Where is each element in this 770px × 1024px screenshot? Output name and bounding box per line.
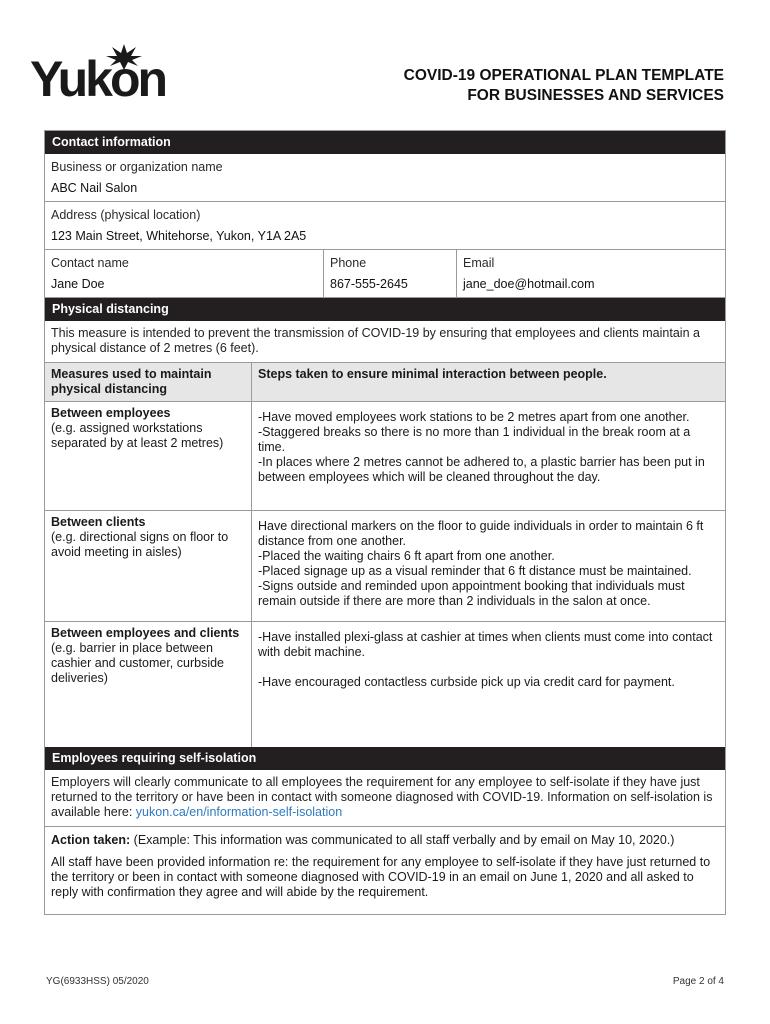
steps-column-header: Steps taken to ensure minimal interaction between people. (251, 363, 725, 401)
self-isolation-intro (45, 770, 725, 826)
page-number: Page 2 of 4 (672, 976, 724, 987)
physical-distancing-intro: This measure is intended to prevent the transmission of COVID-19 by ensuring that employees and clients maintain a physical distance of 2 metres (6 feet). (51, 326, 700, 355)
measure-title: Between employees and clients (51, 626, 240, 640)
email-value: jane_doe@hotmail.com (463, 277, 595, 291)
phone-value: 867-555-2645 (330, 277, 408, 291)
response-line: -In places where 2 metres cannot be adhered to, a plastic barrier has been put in between employees which will be cleaned throughout the day. (258, 455, 705, 484)
phone-field[interactable] (323, 250, 456, 297)
measure-label (45, 402, 251, 510)
response-line: -Have encouraged contactless curbside pick up via credit card for payment. (258, 675, 675, 689)
self-isolation-link[interactable]: yukon.ca/en/information-self-isolation (135, 805, 343, 819)
response-line: -Have moved employees work stations to be 2 metres apart from one another. (258, 410, 690, 424)
response-line: -Have installed plexi-glass at cashier at times when clients must come into contact with debit machine. (258, 630, 713, 659)
email-label: Email (463, 256, 495, 270)
self-isolation-text: Employers will clearly communicate to all employees the requirement for any employee to self-isolate if they have just returned to the territory or have been in contact with someone diagnosed with COVID-19. Information on self-isolation is available here: (51, 775, 713, 819)
response-line: -Placed signage up as a visual reminder that 6 ft distance must be maintained. (258, 564, 692, 578)
response-line: -Staggered breaks so there is no more than 1 individual in the break room at a time. (258, 425, 691, 454)
address-value: 123 Main Street, Whitehorse, Yukon, Y1A 2A5 (51, 229, 307, 243)
title-line-1: COVID-19 OPERATIONAL PLAN TEMPLATE (403, 67, 724, 84)
measure-response[interactable] (251, 622, 725, 747)
measure-hint: (e.g. barrier in place between cashier and customer, curbside deliveries) (51, 641, 225, 685)
measure-title: Between clients (51, 515, 146, 529)
address-field[interactable] (45, 202, 725, 249)
business-name-value: ABC Nail Salon (51, 181, 138, 195)
form-code: YG(6933HSS) 05/2020 (46, 976, 149, 987)
action-taken-label: Action taken: (51, 833, 131, 847)
measure-response[interactable] (251, 511, 725, 621)
page-title (404, 66, 724, 106)
address-label: Address (physical location) (51, 208, 201, 222)
measures-column-header: Measures used to maintain physical distancing (51, 367, 212, 396)
measure-hint: (e.g. assigned workstations separated by at least 2 metres) (51, 421, 224, 450)
logo-text: Yukon (30, 51, 166, 107)
business-name-field[interactable] (45, 154, 725, 201)
measure-row-employees (45, 402, 725, 511)
measure-title: Between employees (51, 406, 171, 420)
contact-section-header: Contact information (45, 131, 725, 154)
measure-row-clients (45, 511, 725, 622)
measure-hint: (e.g. directional signs on floor to avoid meeting in aisles) (51, 530, 229, 559)
measure-label (45, 511, 251, 621)
action-taken-example: (Example: This information was communicated to all staff verbally and by email on May 10, 2020.) (133, 833, 675, 847)
action-taken-response[interactable]: All staff have been provided information re: the requirement for any employee to self-isolate if they have just returned to the territory or been in contact with someone diagnosed with COVID-19 in an email on June 1, 2020 and all asked to reply with confirmation they agree and will abide by the requirement. (51, 855, 711, 899)
contact-row (45, 250, 725, 298)
measure-row-employees-clients (45, 622, 725, 747)
business-name-label: Business or organization name (51, 160, 223, 174)
physical-distancing-header: Physical distancing (45, 298, 725, 321)
address-row (45, 202, 725, 250)
title-line-2: FOR BUSINESSES AND SERVICES (467, 87, 724, 104)
spacer (258, 660, 719, 675)
contact-name-field[interactable] (45, 250, 323, 297)
measures-table-header (45, 362, 725, 402)
contact-name-label: Contact name (51, 256, 129, 270)
email-field[interactable] (456, 250, 725, 297)
response-line: Have directional markers on the floor to guide individuals in order to maintain 6 ft distance from one another. (258, 519, 704, 548)
response-line: -Placed the waiting chairs 6 ft apart from one another. (258, 549, 555, 563)
phone-label: Phone (330, 256, 367, 270)
contact-name-value: Jane Doe (51, 277, 105, 291)
response-line: -Signs outside and reminded upon appointment booking that individuals must remain outside if there are more than 2 individuals in the salon at once. (258, 579, 685, 608)
operational-plan-form (44, 130, 726, 915)
business-name-row (45, 154, 725, 202)
action-taken-label-row (45, 826, 725, 851)
measure-label (45, 622, 251, 747)
measure-response[interactable] (251, 402, 725, 510)
yukon-logo (30, 44, 172, 106)
self-isolation-header: Employees requiring self-isolation (45, 747, 725, 770)
